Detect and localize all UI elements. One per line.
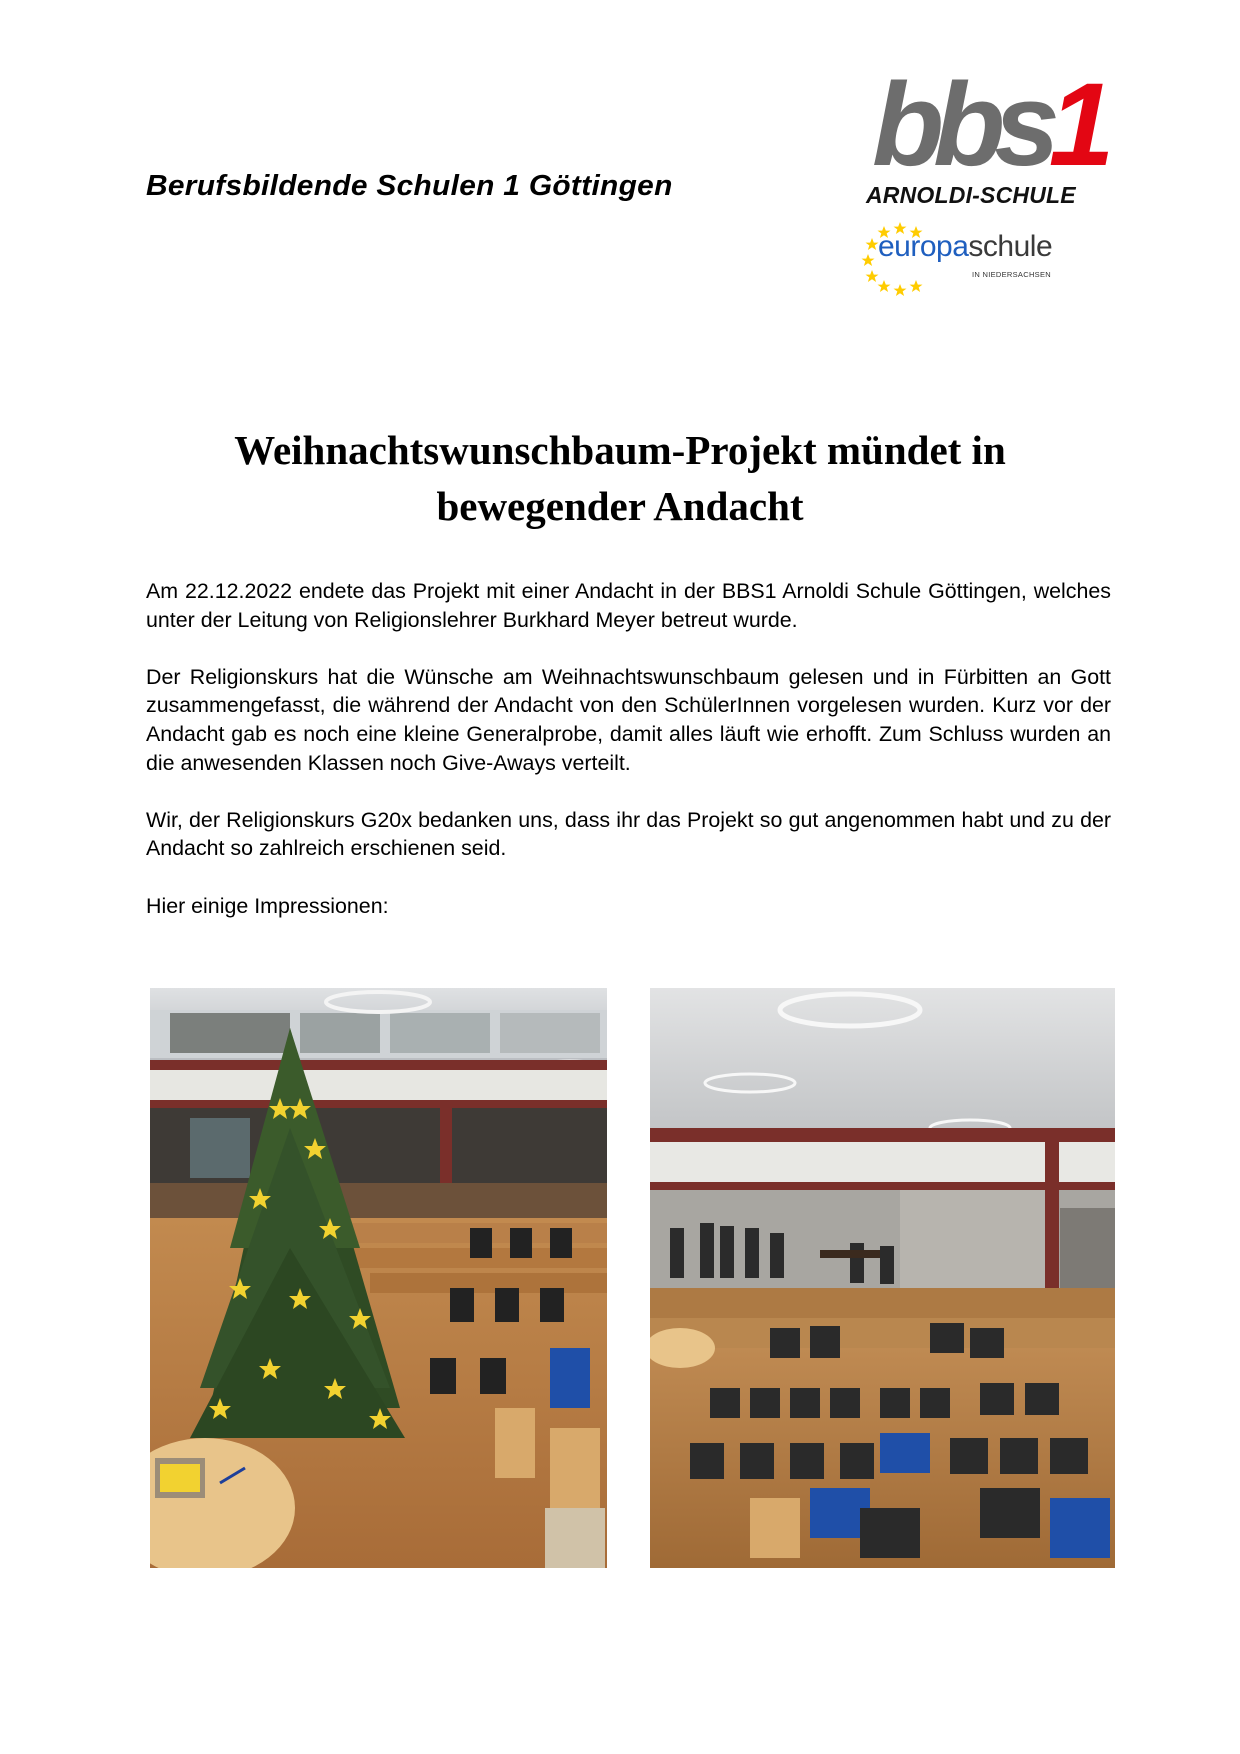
europa-text: europa xyxy=(878,230,969,263)
article-body xyxy=(146,577,1111,949)
paragraph-thanks: Wir, der Religionskurs G20x bedanken uns, dass ihr das Projekt so gut angenommen habt und zu der Andacht so zahlreich erschienen seid. xyxy=(146,807,1111,861)
europaschule-wordmark xyxy=(878,232,1052,262)
school-name: Berufsbildende Schulen 1 Göttingen xyxy=(146,170,673,202)
photo-christmas-tree xyxy=(150,988,607,1568)
photo-hall-andacht xyxy=(650,988,1115,1568)
logo-one-text: 1 xyxy=(1048,59,1104,191)
article-title-line-2: bewegender Andacht xyxy=(436,483,804,529)
logo-bbs-text: bbs xyxy=(872,59,1049,191)
article-title-line-1: Weihnachtswunschbaum-Projekt mündet in xyxy=(234,427,1006,473)
logo-subtitle: ARNOLDI-SCHULE xyxy=(866,182,1076,208)
christmas-tree-photo-image xyxy=(150,988,607,1568)
article-title xyxy=(0,422,1240,534)
paragraph-intro: Am 22.12.2022 endete das Projekt mit einer Andacht in der BBS1 Arnoldi Schule Göttingen, welches unter der Leitung von Religionslehrer Burkhard Meyer betreut wurde. xyxy=(146,579,1111,632)
europaschule-region: IN NIEDERSACHSEN xyxy=(972,270,1051,279)
europaschule-badge xyxy=(860,218,1120,298)
hall-andacht-photo-image xyxy=(650,988,1115,1568)
paragraph-course: Der Religionskurs hat die Wünsche am Weihnachtswunschbaum gelesen und in Fürbitten an Gott zusammengefasst, die während der Andacht von den SchülerInnen vorgelesen wurden. Kurz vor der Andacht gab es noch eine kleine Generalprobe, damit alles läuft wie erhofft. Zum Schluss wurden an die anwesenden Klassen noch Give-Aways verteilt. xyxy=(146,664,1111,775)
schule-text: schule xyxy=(968,230,1053,263)
logo-bbs1 xyxy=(872,59,1104,191)
paragraph-impressions: Hier einige Impressionen: xyxy=(146,893,389,918)
school-logo xyxy=(860,59,1120,303)
